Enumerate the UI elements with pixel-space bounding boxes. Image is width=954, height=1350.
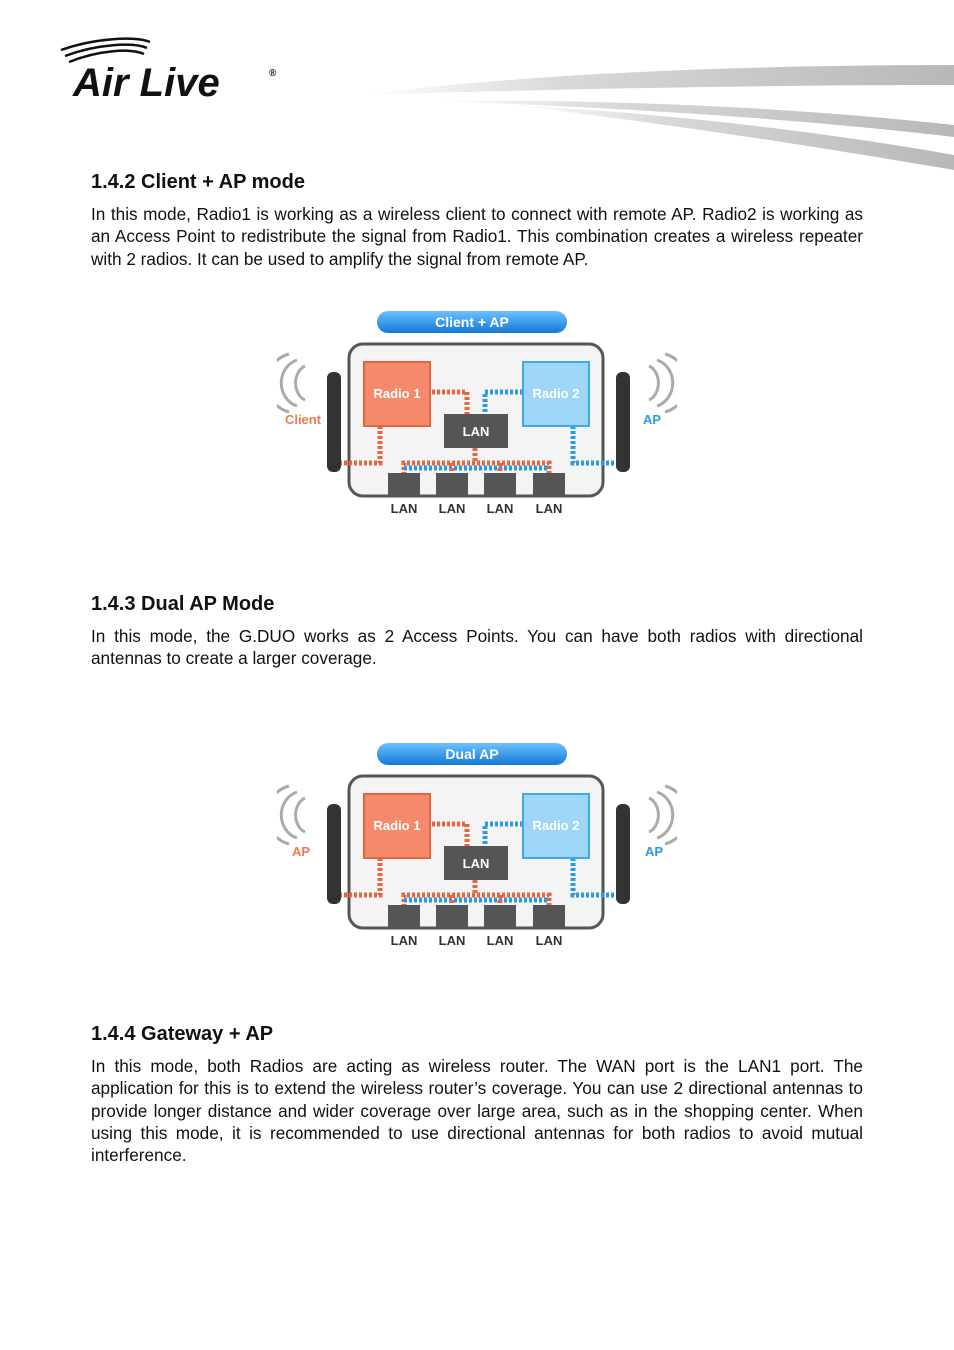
lan-port xyxy=(484,473,516,495)
center-lan-label: LAN xyxy=(462,856,490,871)
lan-port xyxy=(436,473,468,495)
left-mode-label: AP xyxy=(291,844,311,859)
radio2-label: Radio 2 xyxy=(532,818,580,833)
radio1-label: Radio 1 xyxy=(373,386,421,401)
lan-port-label: LAN xyxy=(535,933,563,948)
lan-port xyxy=(533,473,565,495)
section-body-dual-ap: In this mode, the G.DUO works as 2 Access Points. You can have both radios with directional antennas to create a larger coverage. xyxy=(91,626,863,669)
lan-port xyxy=(388,905,420,927)
lan-port-label: LAN xyxy=(535,501,563,516)
left-mode-label: Client xyxy=(284,412,322,427)
airlive-logo xyxy=(55,34,295,106)
lan-port-label: LAN xyxy=(438,501,466,516)
right-antenna xyxy=(616,804,630,904)
lan-port xyxy=(484,905,516,927)
lan-port-label: LAN xyxy=(390,933,418,948)
logo-text: Air Live xyxy=(73,61,220,105)
registered-mark: ® xyxy=(269,68,277,79)
lan-port xyxy=(533,905,565,927)
section-body-gateway-ap: In this mode, both Radios are acting as wireless router. The WAN port is the LAN1 port. The application for this is to extend the wireless router’s coverage. You can use 2 directional antennas to provide longer distance and wider coverage over large area, such as in the shopping center. When using this mode, it is recommended to use directional antennas for both radios to avoid mutual interference. xyxy=(91,1056,863,1166)
radio2-label: Radio 2 xyxy=(532,386,580,401)
lan-port-label: LAN xyxy=(438,933,466,948)
radio1-label: Radio 1 xyxy=(373,818,421,833)
header-swoosh xyxy=(330,55,954,175)
left-signal-icon xyxy=(277,786,305,844)
section-title-dual-ap: 1.4.3 Dual AP Mode xyxy=(91,593,275,615)
right-mode-label: AP xyxy=(644,844,664,859)
right-signal-icon xyxy=(649,786,677,844)
section-title-gateway-ap: 1.4.4 Gateway + AP xyxy=(91,1023,274,1045)
center-lan-label: LAN xyxy=(462,424,490,439)
mode-banner-label: Client + AP xyxy=(435,314,509,330)
lan-port-label: LAN xyxy=(486,933,514,948)
section-title-client-ap: 1.4.2 Client + AP mode xyxy=(91,171,305,193)
lan-port xyxy=(436,905,468,927)
client-ap-diagram xyxy=(277,308,677,518)
lan-port xyxy=(388,473,420,495)
left-antenna xyxy=(327,372,341,472)
left-signal-icon xyxy=(277,354,305,412)
dual-ap-diagram xyxy=(277,740,677,950)
right-signal-icon xyxy=(649,354,677,412)
left-antenna xyxy=(327,804,341,904)
mode-banner-label: Dual AP xyxy=(445,746,499,762)
right-antenna xyxy=(616,372,630,472)
right-mode-label: AP xyxy=(642,412,662,427)
lan-port-label: LAN xyxy=(486,501,514,516)
lan-port-label: LAN xyxy=(390,501,418,516)
section-body-client-ap: In this mode, Radio1 is working as a wireless client to connect with remote AP. Radio2 is working as an Access Point to redistribute the signal from Radio1. This combination creates a wireless repeater with 2 radios. It can be used to amplify the signal from remote AP. xyxy=(91,204,863,269)
